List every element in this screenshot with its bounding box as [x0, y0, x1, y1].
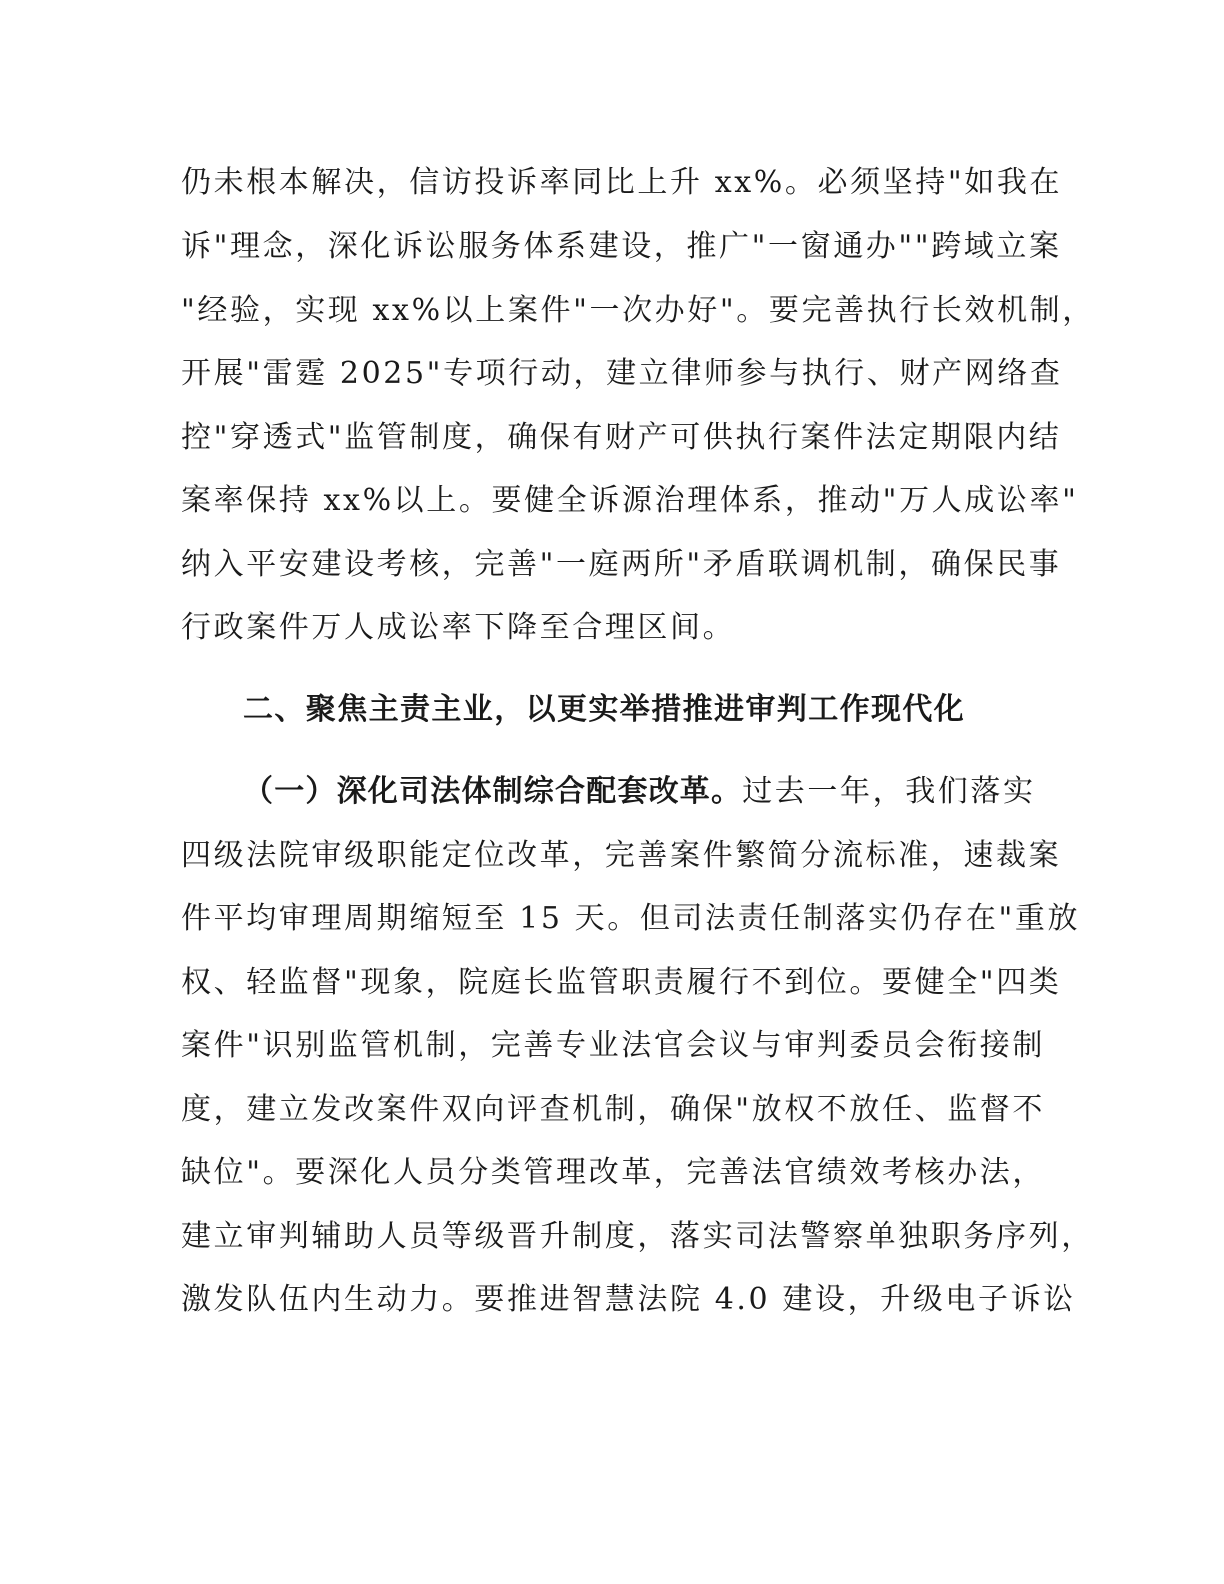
text-line: 开展"雷霆 2025"专项行动，建立律师参与执行、财产网络查 — [181, 356, 1063, 391]
text-line: 激发队伍内生动力。要推进智慧法院 4.0 建设，升级电子诉讼 — [181, 1282, 1076, 1317]
text-line: 控"穿透式"监管制度，确保有财产可供执行案件法定期限内结 — [181, 420, 1062, 455]
subheading-continuation: 过去一年，我们落实 — [742, 774, 1036, 809]
text-line: 诉"理念，深化诉讼服务体系建设，推广"一窗通办""跨域立案 — [181, 229, 1062, 264]
text-line: 四级法院审级职能定位改革，完善案件繁简分流标准，速裁案 — [181, 838, 1062, 873]
text-line: "经验，实现 xx%以上案件"一次办好"。要完善执行长效机制， — [181, 293, 1095, 328]
text-line: 行政案件万人成讼率下降至合理区间。 — [181, 610, 736, 645]
text-line: 纳入平安建设考核，完善"一庭两所"矛盾联调机制，确保民事 — [181, 547, 1062, 582]
section-heading: 二、聚焦主责主业，以更实举措推进审判工作现代化 — [243, 692, 966, 727]
text-line: 权、轻监督"现象，院庭长监管职责履行不到位。要健全"四类 — [181, 965, 1062, 1000]
text-line: 缺位"。要深化人员分类管理改革，完善法官绩效考核办法， — [181, 1155, 1045, 1190]
subheading: （一）深化司法体制综合配套改革。 — [243, 774, 743, 809]
text-line: 案件"识别监管机制，完善专业法官会议与审判委员会衔接制 — [181, 1028, 1045, 1063]
text-line: 仍未根本解决，信访投诉率同比上升 xx%。必须坚持"如我在 — [181, 165, 1063, 200]
text-line: 件平均审理周期缩短至 15 天。但司法责任制落实仍存在"重放 — [181, 901, 1081, 936]
text-line: 建立审判辅助人员等级晋升制度，落实司法警察单独职务序列， — [181, 1219, 1094, 1254]
text-line: 案率保持 xx%以上。要健全诉源治理体系，推动"万人成讼率" — [181, 483, 1079, 518]
text-line: 度，建立发改案件双向评查机制，确保"放权不放任、监督不 — [181, 1092, 1045, 1127]
text-line — [243, 772, 1063, 812]
